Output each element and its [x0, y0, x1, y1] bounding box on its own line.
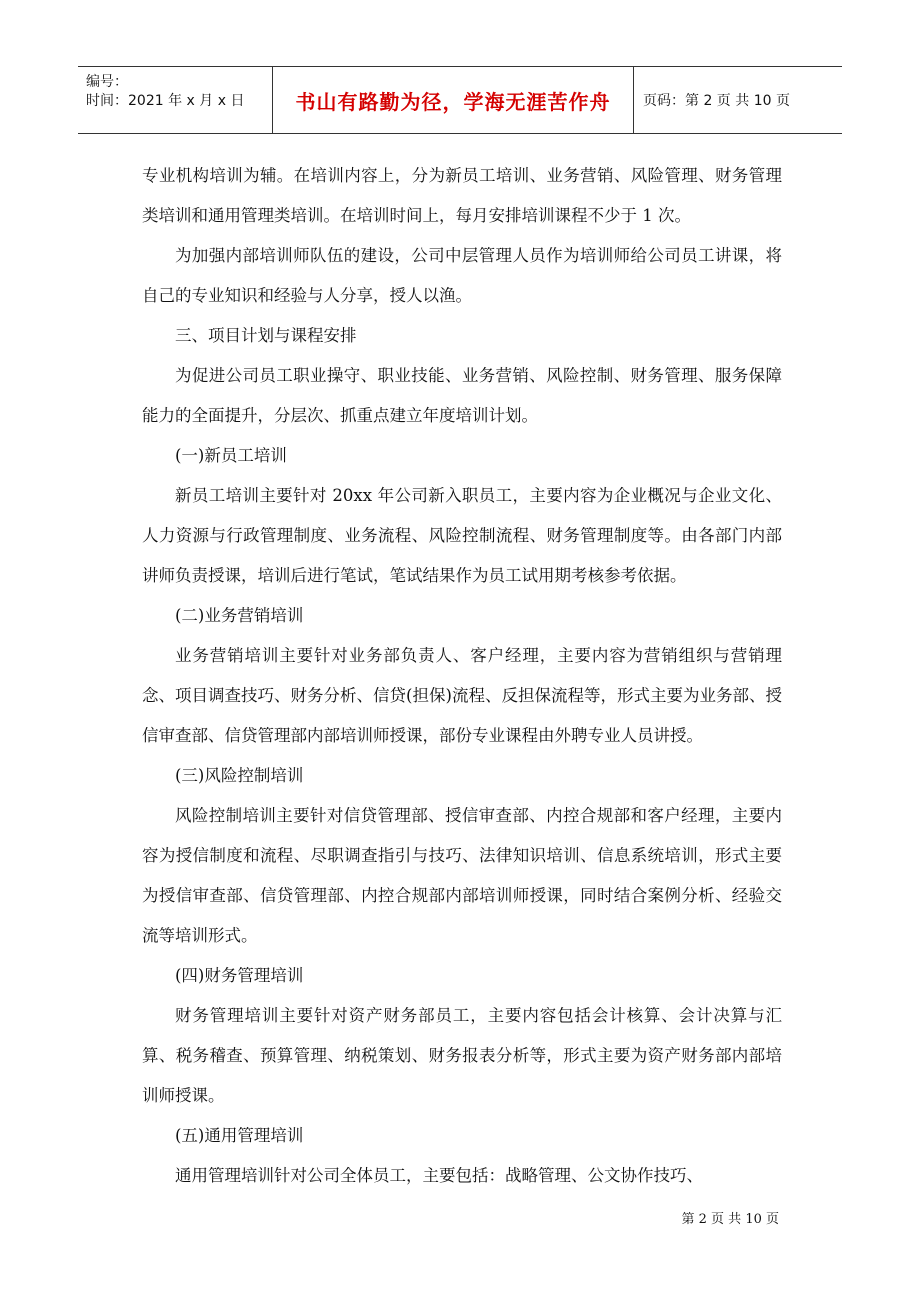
header-page-label: 页码：第 2 页 共 10 页 — [643, 93, 790, 109]
body-paragraph: 通用管理培训针对公司全体员工，主要包括：战略管理、公文协作技巧、 — [175, 1166, 703, 1185]
body-paragraph: 三、项目计划与课程安排 — [175, 326, 357, 345]
body-paragraph: 专业机构培训为辅。在培训内容上，分为新员工培训、业务营销、风险管理、财务管理类培训和通用管理类培训。在培训时间上，每月安排培训课程不少于 1 次。 — [142, 166, 782, 225]
body-paragraph: (二)业务营销培训 — [175, 606, 304, 625]
header-motto: 书山有路勤为径，学海无涯苦作舟 — [272, 67, 634, 133]
body-paragraph: 为促进公司员工职业操守、职业技能、业务营销、风险控制、财务管理、服务保障能力的全面提升，分层次、抓重点建立年度培训计划。 — [142, 366, 782, 425]
body-paragraph: 为加强内部培训师队伍的建设，公司中层管理人员作为培训师给公司员工讲课，将自己的专业知识和经验与人分享，授人以渔。 — [142, 246, 782, 305]
body-paragraph: 新员工培训主要针对 20xx 年公司新入职员工，主要内容为企业概况与企业文化、人力资源与行政管理制度、业务流程、风险控制流程、财务管理制度等。由各部门内部讲师负责授课，培训后进行笔试，笔试结果作为员工试用期考核参考依据。 — [142, 486, 782, 585]
page-header — [78, 66, 842, 134]
body-paragraph: (四)财务管理培训 — [175, 966, 304, 985]
document-body — [142, 156, 782, 1196]
document-number-label: 编号： — [86, 74, 128, 90]
body-paragraph: 业务营销培训主要针对业务部负责人、客户经理，主要内容为营销组织与营销理念、项目调查技巧、财务分析、信贷(担保)流程、反担保流程等，形式主要为业务部、授信审查部、信贷管理部内部培训师授课，部份专业课程由外聘专业人员讲授。 — [142, 646, 782, 745]
body-paragraph: (五)通用管理培训 — [175, 1126, 304, 1145]
document-time-label: 时间：2021 年 x 月 x 日 — [86, 93, 245, 109]
body-paragraph: (一)新员工培训 — [175, 446, 287, 465]
body-paragraph: 财务管理培训主要针对资产财务部员工，主要内容包括会计核算、会计决算与汇算、税务稽查、预算管理、纳税策划、财务报表分析等，形式主要为资产财务部内部培训师授课。 — [142, 1006, 782, 1105]
page-footer: 第 2 页 共 10 页 — [681, 1212, 779, 1227]
body-paragraph: (三)风险控制培训 — [175, 766, 304, 785]
header-left-cell — [78, 67, 272, 133]
body-paragraph: 风险控制培训主要针对信贷管理部、授信审查部、内控合规部和客户经理，主要内容为授信制度和流程、尽职调查指引与技巧、法律知识培训、信息系统培训，形式主要为授信审查部、信贷管理部、内控合规部内部培训师授课，同时结合案例分析、经验交流等培训形式。 — [142, 806, 782, 945]
